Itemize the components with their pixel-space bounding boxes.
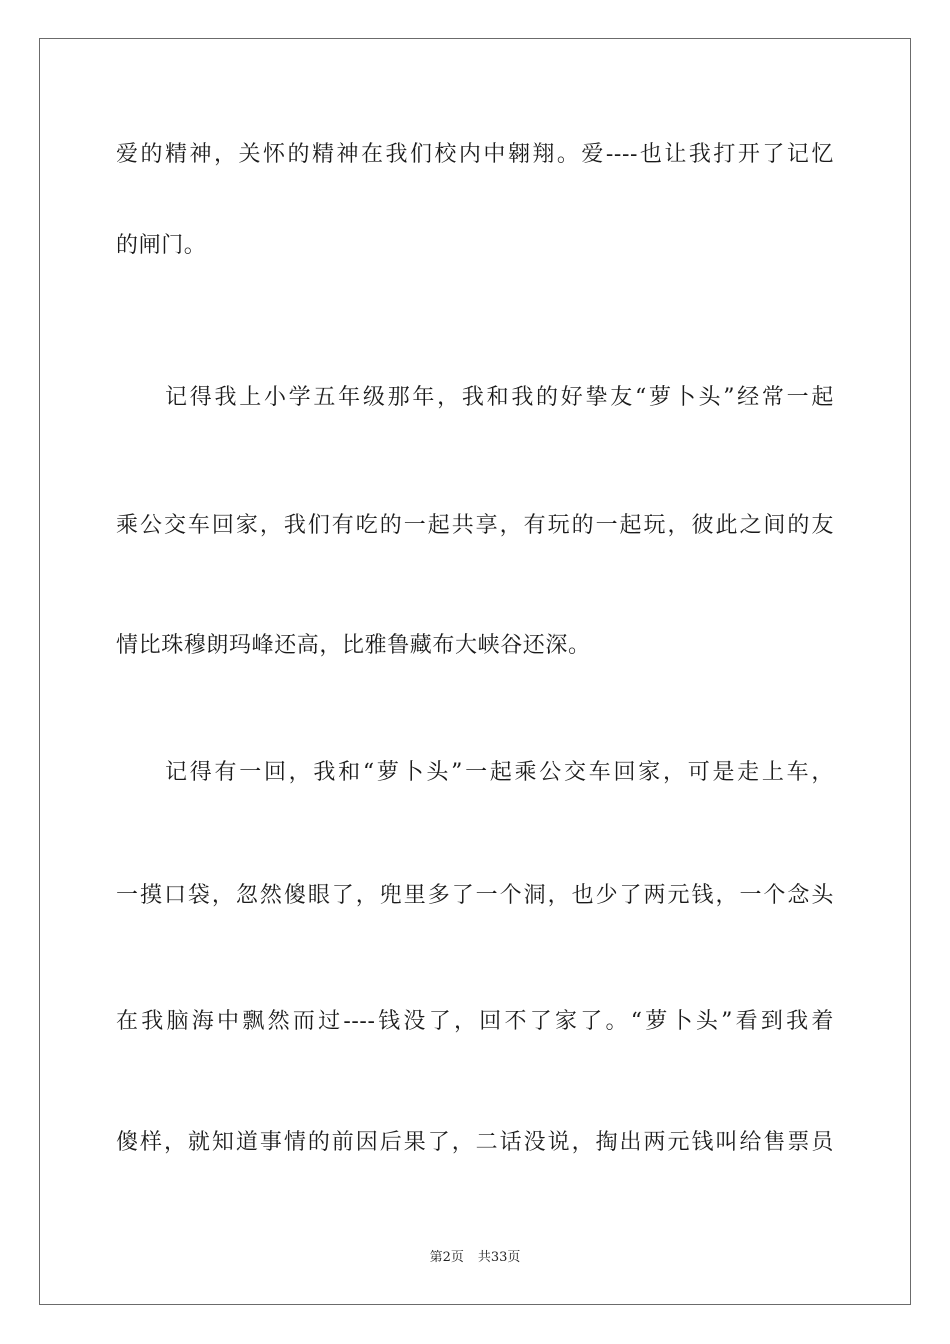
paragraph-line: 情比珠穆朗玛峰还高，比雅鲁藏布大峡谷还深。 <box>116 633 591 658</box>
page-border <box>39 38 911 1305</box>
paragraph-line: 记得有一回，我和“萝卜头”一起乘公交车回家，可是走上车， <box>165 760 834 785</box>
paragraph-line: 一摸口袋，忽然傻眼了，兜里多了一个洞，也少了两元钱，一个念头 <box>116 883 834 908</box>
paragraph-line: 在我脑海中飘然而过----钱没了，回不了家了。“萝卜头”看到我着 <box>116 1009 834 1034</box>
page-total: 共33页 <box>477 1250 521 1265</box>
paragraph-line: 爱的精神，关怀的精神在我们校内中翱翔。爱----也让我打开了记忆 <box>116 142 834 167</box>
paragraph-line: 傻样，就知道事情的前因后果了，二话没说，掏出两元钱叫给售票员 <box>116 1130 834 1155</box>
paragraph-line: 乘公交车回家，我们有吃的一起共享，有玩的一起玩，彼此之间的友 <box>116 513 834 538</box>
page-footer <box>0 1249 950 1267</box>
page-number: 第2页 <box>429 1250 464 1265</box>
paragraph-line: 记得我上小学五年级那年，我和我的好挚友“萝卜头”经常一起 <box>165 385 834 410</box>
paragraph-line: 的闸门。 <box>116 233 207 258</box>
